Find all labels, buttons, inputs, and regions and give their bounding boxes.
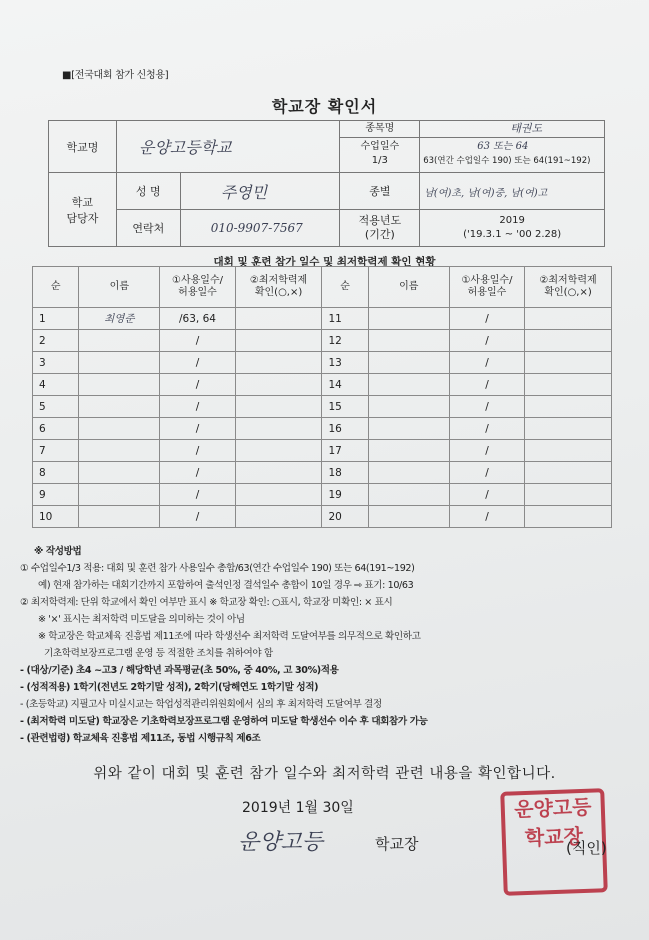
staff-label-line1: 학교 [71,195,94,209]
table-row [33,440,612,462]
table-row [33,418,612,440]
participation-table: 순 이름 ①사용일수/ 허용일수 ②최저학력제 확인(○,×) 순 이름 ①사용일수/ 허용일수 ②최저학력제 확인(○,×) 1 최영준 /63, 64 11 / 2 / 12 / 3 / 13 / 4 / 14 / 5 / 15 / 6 / 16 / 7 / 17 / 8 / 18 / 9 / 19 / 10 / 20 / [32,266,612,528]
col-check: ②최저학력제 [249,275,308,286]
row-number-2: 12 [322,330,368,352]
row-name [79,418,160,440]
row-number-2: 14 [322,374,368,396]
row-number: 4 [33,374,79,396]
staff-name: 주영민 [180,173,340,210]
form-tag: ■[전국대회 참가 신청용] [62,70,169,81]
row-number: 10 [33,506,79,528]
col-days: ①사용일수/ [172,275,223,286]
col-no-2: 순 [322,267,368,308]
row-check [235,418,322,440]
row-days-2: / [449,462,524,484]
applicant-info-table [48,120,605,247]
col-no: 순 [33,267,79,308]
row-name-2 [368,330,449,352]
row-number: 8 [33,462,79,484]
row-days-2: / [449,308,524,330]
row-number: 9 [33,484,79,506]
row-days-2: / [449,374,524,396]
notes-heading: ※ 작성방법 [34,546,82,557]
row-check [235,352,322,374]
row-days-2: / [449,506,524,528]
row-check [235,308,322,330]
table-row [33,462,612,484]
period-label-line1: 적용년도 [358,214,402,227]
sport-label: 종목명 [340,121,419,138]
row-name [79,352,160,374]
attendance-value: 63 또는 64 [477,141,529,152]
row-name-2 [368,462,449,484]
attendance-label-line1: 수업일수 [360,141,400,152]
row-name [79,330,160,352]
staff-name-label: 성 명 [116,173,180,210]
row-number: 2 [33,330,79,352]
row-name-2 [368,484,449,506]
row-check [235,396,322,418]
row-check-2 [525,308,612,330]
row-number-2: 18 [322,462,368,484]
row-check-2 [525,330,612,352]
note-bullet-2: - (성적적용) 1학기(전년도 2학기말 성적), 2학기(당해연도 1학기말 성적) [20,682,319,693]
row-days: / [160,484,235,506]
row-number-2: 13 [322,352,368,374]
row-check-2 [525,374,612,396]
row-days: / [160,506,235,528]
attendance-label-line2: 1/3 [371,155,388,166]
row-days: / [160,462,235,484]
row-check-2 [525,506,612,528]
table-row [33,484,612,506]
staff-contact: 010-9907-7567 [180,210,340,247]
table-row [33,396,612,418]
row-name-2 [368,396,449,418]
row-name [79,440,160,462]
row-days-2: / [449,352,524,374]
period-year: 2019 [499,215,525,226]
row-check-2 [525,396,612,418]
sport-value: 태권도 [420,121,604,138]
row-number-2: 11 [322,308,368,330]
row-days-2: / [449,396,524,418]
note-4-cont: 기초학력보장프로그램 운영 등 적절한 조치를 취하여야 함 [44,648,273,659]
row-name [79,374,160,396]
row-name-2 [368,440,449,462]
col-name: 이름 [79,267,160,308]
note-3: ※ '×' 표시는 최저학력 미도달을 의미하는 것이 아님 [38,614,245,625]
table-row [33,308,612,330]
row-name [79,484,160,506]
note-4: ※ 학교장은 학교체육 진흥법 제11조에 따라 학생선수 최저학력 도달여부를 의무적으로 확인하고 [38,631,421,642]
note-1-example: 예) 현재 참가하는 대회기간까지 포함하여 출석인정 결석일수 총합이 10일 경우 ⇨ 표기: 10/63 [38,580,414,591]
staff-contact-label: 연락처 [116,210,180,247]
row-number-2: 19 [322,484,368,506]
row-days: / [160,418,235,440]
row-number-2: 17 [322,440,368,462]
row-number-2: 15 [322,396,368,418]
row-days: / [160,396,235,418]
row-days-2: / [449,440,524,462]
row-number: 1 [33,308,79,330]
writing-instructions [20,543,632,747]
row-check-2 [525,352,612,374]
row-number-2: 16 [322,418,368,440]
school-label: 학교명 [49,121,117,173]
note-1: ① 수업일수1/3 적용: 대회 및 훈련 참가 사용일수 총합/63(연간 수업일수 190) 또는 64(191~192) [20,563,415,574]
row-days: / [160,440,235,462]
school-name: 운양고등학교 [116,121,340,173]
row-days: /63, 64 [160,308,235,330]
row-number: 3 [33,352,79,374]
row-check [235,506,322,528]
staff-label-line2: 담당자 [66,211,99,225]
row-check [235,440,322,462]
note-2: ② 최저학력제: 단위 학교에서 확인 여부만 표시 ※ 학교장 확인: ○표시, 학교장 미확인: × 표시 [20,597,393,608]
row-check-2 [525,440,612,462]
row-name [79,396,160,418]
row-days-2: / [449,418,524,440]
confirmation-statement: 위와 같이 대회 및 훈련 참가 일수와 최저학력 관련 내용을 확인합니다. [93,766,556,782]
row-check-2 [525,484,612,506]
table-row [33,506,612,528]
note-bullet-5: - (관련법령) 학교체육 진흥법 제11조, 동법 시행규칙 제6조 [20,733,261,744]
row-check [235,374,322,396]
row-days: / [160,330,235,352]
school-signature: 운양고등 [238,830,324,855]
row-days-2: / [449,484,524,506]
seal-label: (직인) [566,839,607,857]
col-check-2: ②최저학력제 [539,275,597,286]
row-check [235,462,322,484]
row-days: / [160,374,235,396]
row-name-2 [368,308,449,330]
page-title: 학교장 확인서 [271,97,378,116]
row-check-2 [525,418,612,440]
gender-value: 남(여)초, 남(여)중, 남(여)고 [420,173,605,210]
row-check-2 [525,462,612,484]
row-check [235,484,322,506]
signing-date: 2019년 1월 30일 [242,800,354,816]
table-row [33,352,612,374]
row-name-2 [368,506,449,528]
row-name-2 [368,374,449,396]
row-days: / [160,352,235,374]
table-row [33,330,612,352]
period-range: ('19.3.1 ~ '00 2.28) [463,229,562,240]
row-number: 7 [33,440,79,462]
col-name-2: 이름 [368,267,449,308]
section-title: 대회 및 훈련 참가 일수 및 최저학력제 확인 현황 [213,256,436,268]
row-name-2 [368,352,449,374]
note-bullet-3: - (초등학교) 지필고사 미실시교는 학업성적관리위원회에서 심의 후 최저학력 도달여부 결정 [20,699,382,710]
note-bullet-4: - (최저학력 미도달) 학교장은 기초학력보장프로그램 운영하여 미도달 학생선수 이수 후 대회참가 가능 [20,716,428,727]
period-label-line2: (기간) [364,228,395,241]
row-check [235,330,322,352]
row-number: 6 [33,418,79,440]
row-name [79,462,160,484]
row-name-2 [368,418,449,440]
official-seal: 운양고등학교장 [500,788,608,896]
note-bullet-1: - (대상/기준) 초4 ~고3 / 해당학년 과목평균(초 50%, 중 40%, 고 30%)적용 [20,665,339,676]
row-days-2: / [449,330,524,352]
row-number-2: 20 [322,506,368,528]
table-row [33,374,612,396]
row-number: 5 [33,396,79,418]
gender-label: 종별 [340,173,420,210]
row-name [79,506,160,528]
col-days-2: ①사용일수/ [461,275,513,286]
row-name: 최영준 [79,308,160,330]
attendance-note: 63(연간 수업일수 190) 또는 64(191~192) [423,156,591,166]
principal-title: 학교장 [375,835,419,853]
